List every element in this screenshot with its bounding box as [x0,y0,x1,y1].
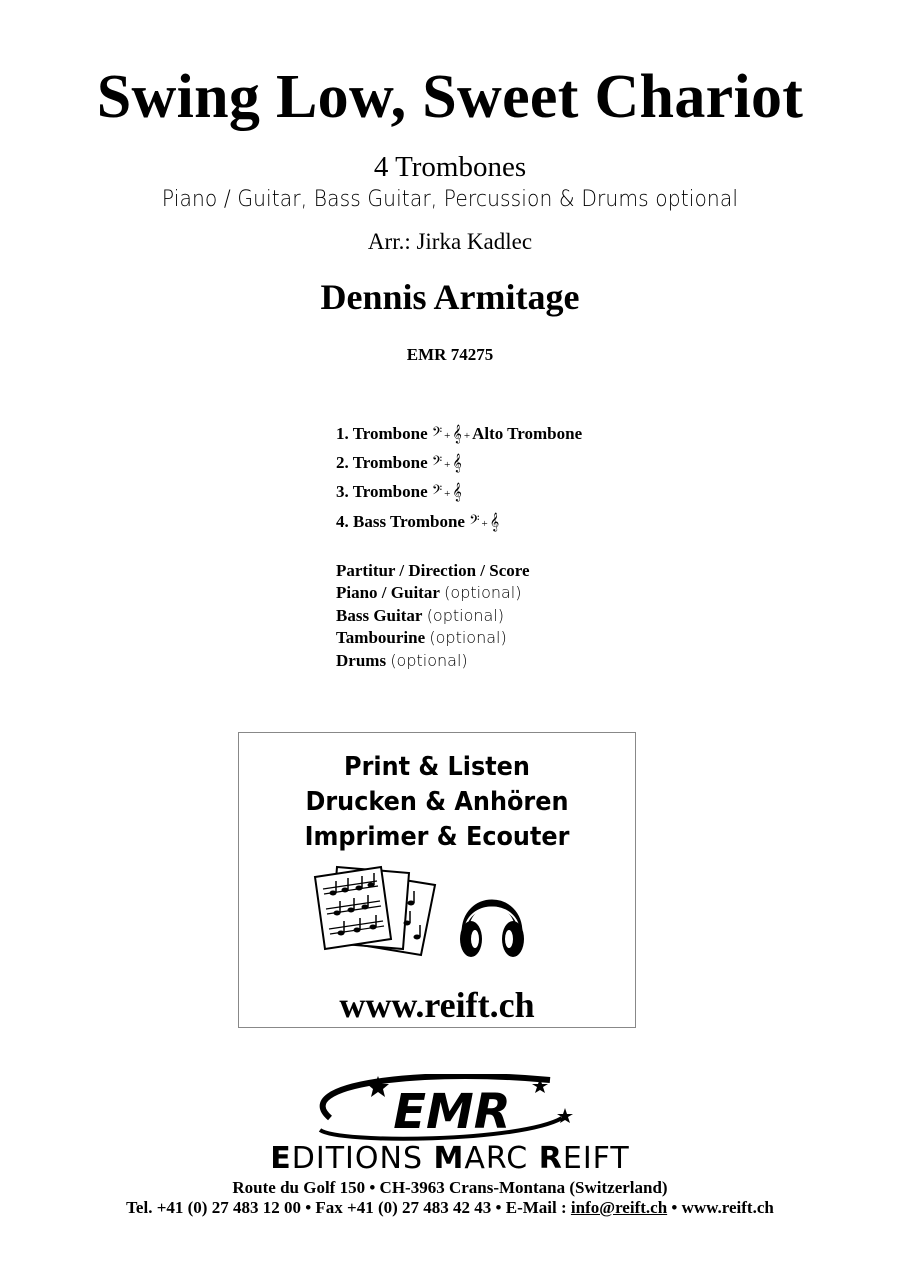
plus-icon: + [463,430,471,442]
promo-line: Imprimer & Ecouter [304,822,570,852]
promo-line: Print & Listen [344,752,530,782]
list-item [336,627,507,649]
promo-line: Drucken & Anhören [305,787,569,817]
publisher-name-part: ARC [464,1141,539,1176]
publisher-name-part: E [270,1141,292,1176]
treble-clef-icon: 𝄞 [452,482,462,501]
publisher-name-part: M [433,1141,465,1176]
publisher-name [0,1142,900,1176]
treble-clef-icon: 𝄞 [452,424,462,443]
bass-clef-icon: 𝄢 [431,424,443,443]
extra-label: Tambourine [336,628,426,647]
extra-label: Piano / Guitar [336,583,440,602]
instrumentation-note: Piano / Guitar, Bass Guitar, Percussion & Drums optional [161,187,739,212]
publisher-name-part: EIFT [562,1141,630,1176]
catalog-number: EMR 74275 [406,345,494,364]
emr-logo [300,1074,600,1144]
extra-label: Drums [336,651,387,670]
part-label: 4. Bass Trombone [336,512,465,531]
part-item [336,424,582,446]
publisher-name-part: R [538,1141,563,1176]
part-item [336,512,499,534]
list-item [336,650,468,672]
arranger: Arr.: Jirka Kadlec [367,229,533,254]
bass-clef-icon: 𝄢 [431,482,443,501]
extra-note: (optional) [426,606,505,625]
list-item [336,605,504,627]
website-link[interactable]: www.reift.ch [339,985,535,1025]
plus-icon: + [444,430,451,442]
contact-prefix: Tel. +41 (0) 27 483 12 00 • Fax +41 (0) 27 483 42 43 • E-Mail : [126,1198,571,1217]
part-label: 1. Trombone [336,424,428,443]
treble-clef-icon: 𝄞 [452,453,462,472]
headphones-icon [457,883,527,963]
publisher-name-part: DITIONS [291,1141,434,1176]
extra-note: (optional) [390,651,468,670]
list-item [336,582,521,604]
email-link[interactable]: info@reift.ch [570,1198,668,1217]
page-title: Swing Low, Sweet Chariot [96,63,804,131]
bass-clef-icon: 𝄢 [469,512,480,531]
publisher-address: Route du Golf 150 • CH-3963 Crans-Montana (Switzerland) [232,1178,668,1197]
extra-note: (optional) [429,628,507,647]
part-suffix: Alto Trombone [472,424,583,443]
plus-icon: + [444,488,451,500]
extra-label: Partitur / Direction / Score [336,561,530,580]
part-label: 2. Trombone [336,453,428,472]
sheet-music-icon [311,863,441,959]
extra-label: Bass Guitar [336,606,423,625]
extra-note: (optional) [444,583,522,602]
contact-suffix: • www.reift.ch [667,1198,774,1217]
plus-icon: + [481,518,488,530]
part-label: 3. Trombone [336,482,428,501]
subtitle: 4 Trombones [373,151,527,183]
publisher-contact [0,1198,900,1218]
composer: Dennis Armitage [320,277,580,317]
list-item [336,560,530,582]
part-item [336,482,462,504]
plus-icon: + [444,459,451,471]
treble-clef-icon: 𝄞 [489,512,500,531]
part-item [336,453,462,475]
bass-clef-icon: 𝄢 [431,453,443,472]
logo-text: EMR [393,1084,511,1140]
print-listen-box [238,732,636,1028]
